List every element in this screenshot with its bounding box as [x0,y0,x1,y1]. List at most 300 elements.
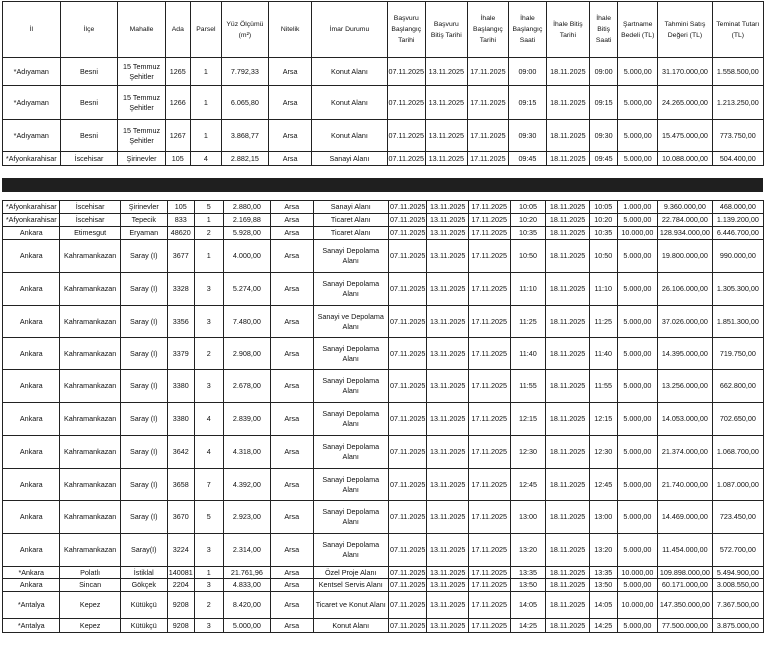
table-cell: Ticaret Alanı [313,214,388,227]
table-cell: 1.558.500,00 [712,58,763,86]
table-cell: 21.761,96 [223,567,270,579]
table-cell: 1 [194,567,223,579]
column-header: Nitelik [268,2,311,58]
table-cell: 1 [194,214,223,227]
table-row [3,403,764,436]
table-cell: Arsa [270,579,313,592]
table-row [3,469,764,501]
table-cell: 1.000,00 [617,201,657,214]
table-cell: *Afyonkarahisar [3,152,61,166]
table-cell: Sanayi ve Depolama Alanı [313,306,388,338]
table-cell: Konut Alanı [312,120,387,152]
table-cell: 18.11.2025 [546,338,589,370]
auction-table-top [2,1,764,166]
column-header: İhale Başlangıç Saati [509,2,546,58]
table-cell: Kütükçü [120,619,167,633]
table-cell: 2.923,00 [223,501,270,534]
table-cell: 128.934.000,00 [658,227,713,240]
table-cell: 13.11.2025 [427,214,469,227]
table-cell: 17.11.2025 [467,86,509,120]
column-header: Ada [165,2,190,58]
table-cell: 147.350.000,00 [658,592,713,619]
table-cell: 18.11.2025 [546,120,589,152]
table-cell: 07.11.2025 [388,501,426,534]
column-header: İmar Durumu [312,2,387,58]
table-cell: Arsa [268,58,311,86]
table-cell: Sanayi Depolama Alanı [313,338,388,370]
table-cell: Arsa [270,403,313,436]
table-cell: Arsa [268,120,311,152]
column-header: Mahalle [118,2,165,58]
page-divider [2,178,763,192]
table-cell: 723.450,00 [712,501,763,534]
table-cell: 3379 [167,338,194,370]
table-cell: 17.11.2025 [468,469,510,501]
table-cell: Ankara [3,227,60,240]
table-cell: 2.169,88 [223,214,270,227]
table-cell: 4.833,00 [223,579,270,592]
table-cell: Ankara [3,306,60,338]
table-cell: 13.11.2025 [427,403,469,436]
table-row [3,338,764,370]
table-cell: 3 [194,370,223,403]
table-cell: 07.11.2025 [388,534,426,567]
table-cell: 13.11.2025 [426,58,468,86]
table-cell: *Adıyaman [3,120,61,152]
table-cell: 5.000,00 [617,579,657,592]
table-cell: 18.11.2025 [546,579,589,592]
table-cell: 11:25 [510,306,546,338]
table-cell: *Afyonkarahisar [3,214,60,227]
table-cell: Besni [60,120,118,152]
table-cell: 18.11.2025 [546,201,589,214]
column-header: Parsel [190,2,221,58]
table-cell: 18.11.2025 [546,534,589,567]
table-cell: Besni [60,86,118,120]
table-cell: 17.11.2025 [468,227,510,240]
table-cell: 18.11.2025 [546,86,589,120]
table-cell: 3 [194,579,223,592]
table-cell: 11.454.000,00 [658,534,713,567]
table-cell: 18.11.2025 [546,58,589,86]
table-cell: 3658 [167,469,194,501]
table-cell: 13.11.2025 [427,579,469,592]
table-cell: 5.000,00 [617,338,657,370]
table-cell: 13.11.2025 [427,201,469,214]
table-row [3,201,764,214]
table-cell: 10:35 [510,227,546,240]
table-cell: 13:35 [510,567,546,579]
table-cell: 18.11.2025 [546,370,589,403]
table-cell: 5.000,00 [617,469,657,501]
table-cell: 13.11.2025 [427,240,469,273]
auction-table-bottom [2,200,764,633]
table-cell: 5.000,00 [618,86,658,120]
column-header: Başvuru Bitiş Tarihi [426,2,468,58]
table-cell: Ticaret ve Konut Alanı [313,592,388,619]
table-cell: 1.087.000,00 [712,469,763,501]
table-cell: 13.11.2025 [427,469,469,501]
table-cell: 3.008.550,00 [712,579,763,592]
table-cell: Saray (I) [120,501,167,534]
table-cell: 9208 [167,592,194,619]
table-cell: 18.11.2025 [546,240,589,273]
table-cell: 3224 [167,534,194,567]
table-cell: Ankara [3,534,60,567]
table-cell: Eryaman [120,227,167,240]
table-cell: 77.500.000,00 [658,619,713,633]
table-cell: 2.908,00 [223,338,270,370]
table-cell: 07.11.2025 [387,86,425,120]
table-cell: 5.000,00 [617,534,657,567]
table-cell: 13.11.2025 [427,306,469,338]
table-cell: 17.11.2025 [468,201,510,214]
table-cell: 15 Temmuz Şehitler [118,120,165,152]
table-cell: 26.106.000,00 [658,273,713,306]
table-cell: 11:40 [510,338,546,370]
table-cell: Saray (I) [120,240,167,273]
table-cell: 4 [194,436,223,469]
table-cell: 17.11.2025 [468,436,510,469]
table-cell: 14:05 [589,592,617,619]
table-row [3,579,764,592]
table-cell: 07.11.2025 [388,201,426,214]
table-cell: 09:30 [590,120,618,152]
table-cell: Sanayi Depolama Alanı [313,469,388,501]
table-cell: 37.026.000,00 [658,306,713,338]
table-cell: Polatlı [60,567,120,579]
table-cell: Tepecik [120,214,167,227]
table-cell: 702.650,00 [712,403,763,436]
table-cell: Gökçek [120,579,167,592]
table-cell: 2.839,00 [223,403,270,436]
table-row [3,273,764,306]
table-cell: 1267 [165,120,190,152]
table-cell: 07.11.2025 [388,338,426,370]
table-cell: 13.11.2025 [427,227,469,240]
table-cell: Kepez [60,592,120,619]
table-cell: 3642 [167,436,194,469]
table-cell: Konut Alanı [313,619,388,633]
table-cell: Saray (I) [120,306,167,338]
table-cell: 17.11.2025 [468,501,510,534]
table-cell: 17.11.2025 [468,240,510,273]
table-row [3,534,764,567]
table-cell: 17.11.2025 [467,152,509,166]
table-cell: 13.11.2025 [426,120,468,152]
table-cell: 17.11.2025 [468,214,510,227]
table-cell: 13:20 [510,534,546,567]
table-cell: 18.11.2025 [546,436,589,469]
table-cell: 09:15 [509,86,546,120]
table-cell: 2 [194,227,223,240]
table-cell: 31.170.000,00 [658,58,712,86]
table-cell: 468.000,00 [712,201,763,214]
table-cell: 719.750,00 [712,338,763,370]
table-row [3,592,764,619]
table-cell: 9.360.000,00 [658,201,713,214]
table-cell: 5.000,00 [617,240,657,273]
table-cell: 07.11.2025 [388,227,426,240]
table-cell: 13.11.2025 [427,273,469,306]
table-cell: 21.374.000,00 [658,436,713,469]
column-header: Başvuru Başlangıç Tarihi [387,2,425,58]
table-cell: 14.053.000,00 [658,403,713,436]
table-cell: Ticaret Alanı [313,227,388,240]
table-cell: Ankara [3,240,60,273]
table-cell: 17.11.2025 [468,403,510,436]
table-cell: 572.700,00 [712,534,763,567]
table-cell: Kütükçü [120,592,167,619]
table-cell: 12:45 [510,469,546,501]
table-cell: 13.11.2025 [426,152,468,166]
table-cell: 07.11.2025 [388,214,426,227]
table-cell: 24.265.000,00 [658,86,712,120]
table-cell: 3.868,77 [221,120,268,152]
table-cell: Arsa [270,469,313,501]
table-cell: 7 [194,469,223,501]
table-cell: Arsa [270,240,313,273]
table-cell: 07.11.2025 [388,240,426,273]
table-cell: 5 [194,501,223,534]
table-cell: 14:05 [510,592,546,619]
table-cell: 17.11.2025 [468,592,510,619]
table-cell: 17.11.2025 [468,534,510,567]
column-header: İhale Bitiş Saati [590,2,618,58]
table-cell: 2.880,00 [223,201,270,214]
table-cell: 2 [194,338,223,370]
table-row [3,214,764,227]
table-cell: Kentsel Servis Alanı [313,579,388,592]
table-cell: 5.000,00 [617,619,657,633]
table-cell: Sanayi Depolama Alanı [313,436,388,469]
table-cell: Şirinevler [118,152,165,166]
table-cell: *Ankara [3,567,60,579]
table-cell: 1.851.300,00 [712,306,763,338]
table-cell: 15 Temmuz Şehitler [118,58,165,86]
table-cell: 07.11.2025 [387,120,425,152]
table-cell: 17.11.2025 [468,306,510,338]
table-cell: 2.678,00 [223,370,270,403]
table-cell: Kahramankazan [60,403,120,436]
table-cell: 17.11.2025 [468,567,510,579]
table-cell: 09:15 [590,86,618,120]
table-cell: Saray(I) [120,534,167,567]
table-cell: 1.213.250,00 [712,86,763,120]
table-cell: Arsa [270,306,313,338]
table-cell: 18.11.2025 [546,227,589,240]
table-cell: 5.000,00 [223,619,270,633]
table-cell: Sanayi Depolama Alanı [313,273,388,306]
table-cell: 07.11.2025 [388,273,426,306]
table-cell: Arsa [270,201,313,214]
table-cell: 105 [167,201,194,214]
table-cell: 504.400,00 [712,152,763,166]
table-cell: İscehisar [60,152,118,166]
table-cell: Sanayi Depolama Alanı [313,534,388,567]
table-cell: Ankara [3,403,60,436]
table-row [3,227,764,240]
table-cell: 2.314,00 [223,534,270,567]
table-cell: 6.065,80 [221,86,268,120]
column-header: İl [3,2,61,58]
table-cell: Arsa [270,227,313,240]
table-cell: Arsa [270,273,313,306]
table-cell: Özel Proje Alanı [313,567,388,579]
table-cell: Kahramankazan [60,240,120,273]
table-cell: 2.882,15 [221,152,268,166]
table-cell: Ankara [3,338,60,370]
table-cell: 2204 [167,579,194,592]
table-cell: 48620 [167,227,194,240]
table-cell: 662.800,00 [712,370,763,403]
table-cell: 10:20 [510,214,546,227]
table-cell: Ankara [3,273,60,306]
table-row [3,501,764,534]
table-cell: 13.11.2025 [427,501,469,534]
table-cell: 14:25 [589,619,617,633]
column-header: İlçe [60,2,118,58]
table-cell: 18.11.2025 [546,306,589,338]
table-cell: 5 [194,201,223,214]
table-row [3,436,764,469]
table-cell: 13:50 [589,579,617,592]
table-row [3,58,764,86]
table-cell: Ankara [3,436,60,469]
table-cell: Saray (I) [120,370,167,403]
table-cell: 14.469.000,00 [658,501,713,534]
table-cell: *Afyonkarahisar [3,201,60,214]
table-cell: 18.11.2025 [546,152,589,166]
table-cell: Sincan [60,579,120,592]
table-cell: 3 [194,306,223,338]
table-cell: 07.11.2025 [388,619,426,633]
table-cell: Arsa [270,534,313,567]
column-header: İhale Bitiş Tarihi [546,2,589,58]
table-cell: Sanayi Depolama Alanı [313,501,388,534]
table-cell: 4 [190,152,221,166]
table-cell: 12:45 [589,469,617,501]
table-row [3,619,764,633]
table-cell: 1265 [165,58,190,86]
table-cell: Arsa [270,436,313,469]
table-cell: Saray (I) [120,273,167,306]
table-cell: Kahramankazan [60,501,120,534]
table-cell: 21.740.000,00 [658,469,713,501]
table-cell: 13:35 [589,567,617,579]
table-cell: 14:25 [510,619,546,633]
table-cell: Kahramankazan [60,370,120,403]
table-cell: 11:40 [589,338,617,370]
table-cell: 5.000,00 [618,58,658,86]
table-cell: 10:50 [510,240,546,273]
table-cell: İscehisar [60,214,120,227]
table-cell: Ankara [3,579,60,592]
table-cell: 1 [194,240,223,273]
table-cell: 18.11.2025 [546,619,589,633]
table-cell: 3677 [167,240,194,273]
table-cell: 11:55 [510,370,546,403]
table-cell: 109.898.000,00 [658,567,713,579]
table-cell: *Adıyaman [3,86,61,120]
table-cell: İscehisar [60,201,120,214]
table-cell: Ankara [3,469,60,501]
table-cell: Saray (I) [120,403,167,436]
table-cell: 12:30 [589,436,617,469]
table-cell: Arsa [268,86,311,120]
table-cell: 2 [194,592,223,619]
table-cell: 10:05 [589,201,617,214]
table-cell: 07.11.2025 [389,567,426,577]
table-cell: 5.000,00 [617,370,657,403]
table-cell: 7.792,33 [221,58,268,86]
table-cell: 15 Temmuz Şehitler [118,86,165,120]
table-cell: Sanayi Alanı [312,152,387,166]
table-cell: Saray (I) [120,338,167,370]
table-cell: 3 [194,619,223,633]
table-cell: Arsa [270,567,313,579]
table-cell: 10.088.000,00 [658,152,712,166]
table-cell: 3380 [167,370,194,403]
table-cell: *Antalya [3,592,60,619]
table-cell: 7.367.500,00 [712,592,763,619]
column-header: Şartname Bedeli (TL) [618,2,658,58]
table-cell: 105 [165,152,190,166]
table-cell: İstiklal [120,567,167,579]
table-cell: Arsa [268,152,311,166]
table-cell: Arsa [270,214,313,227]
table-cell: *Adıyaman [3,58,61,86]
table-cell: Konut Alanı [312,58,387,86]
table-row [3,370,764,403]
table-row [3,240,764,273]
table-cell: 07.11.2025 [387,58,425,86]
table-cell: 07.11.2025 [388,592,426,619]
table-cell: Kahramankazan [60,273,120,306]
table-cell: Etimesgut [60,227,120,240]
table-cell: 1 [190,120,221,152]
table-cell: 18.11.2025 [546,567,589,579]
table-cell: 13:00 [510,501,546,534]
table-cell: 5.000,00 [617,306,657,338]
table-cell: 07.11.2025 [388,469,426,501]
table-cell: 18.11.2025 [546,403,589,436]
table-cell: 11:10 [589,273,617,306]
table-cell: 13.11.2025 [427,338,469,370]
table-cell: Sanayi Depolama Alanı [313,403,388,436]
table-cell: 07.11.2025 [388,579,426,592]
table-cell: 10:20 [589,214,617,227]
table-cell: 14.395.000,00 [658,338,713,370]
table-cell: 22.784.000,00 [658,214,713,227]
table-row [3,152,764,166]
table-cell: 17.11.2025 [468,273,510,306]
table-row [3,120,764,152]
table-cell: 19.800.000,00 [658,240,713,273]
table-cell: 5.000,00 [617,501,657,534]
table-cell: 17.11.2025 [467,58,509,86]
table-cell: 4.392,00 [223,469,270,501]
table-cell: 5.000,00 [617,273,657,306]
table-cell: 3 [194,534,223,567]
table-cell: 13:00 [589,501,617,534]
table-cell: 3.875.000,00 [712,619,763,633]
table-cell: 07.11.2025 [388,403,426,436]
table-cell: 13:20 [589,534,617,567]
table-cell: 17.11.2025 [468,619,510,633]
table-cell: Kahramankazan [60,338,120,370]
table-cell: 4 [194,403,223,436]
